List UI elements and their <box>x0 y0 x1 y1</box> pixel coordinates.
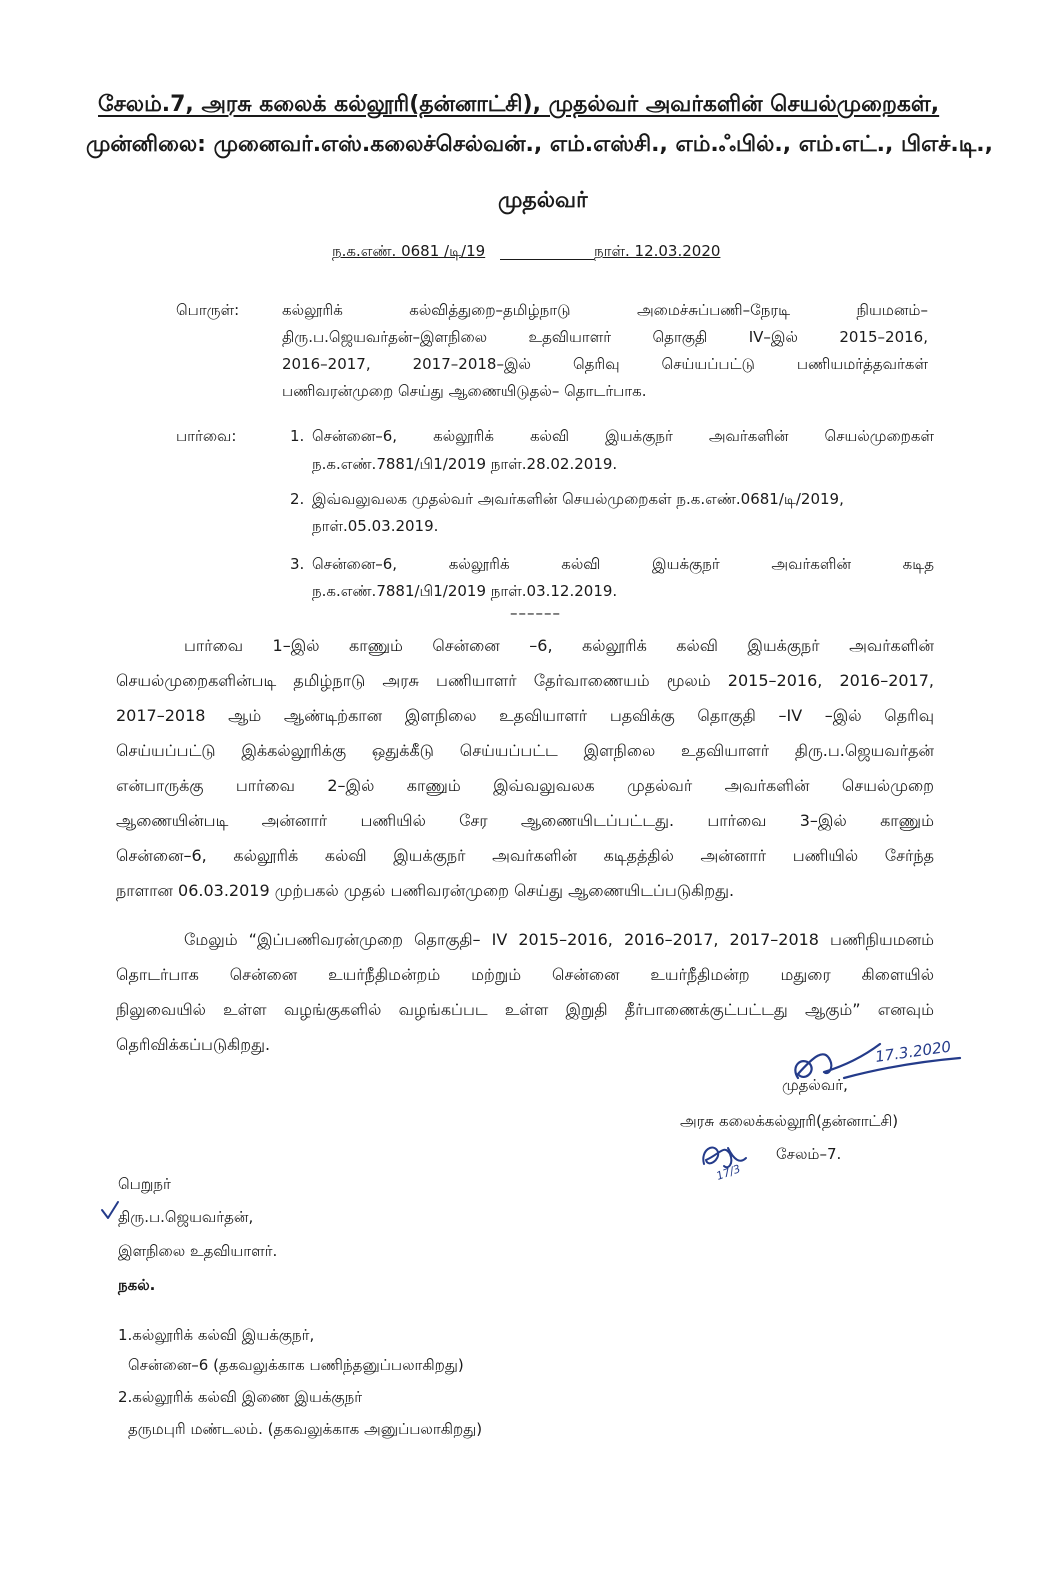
reference-item-1-num: 1. <box>290 427 305 445</box>
signature-date: 17.3.2020 <box>874 1037 953 1066</box>
reference-item-1-line-2: ந.க.எண்.7881/பி1/2019 நாள்.28.02.2019. <box>312 455 618 473</box>
reference-item-2-line-2: நாள்.05.03.2019. <box>312 517 439 535</box>
paragraph-2-line-1: மேலும் “இப்பணிவரன்முறை தொகுதி– IV 2015–2016, 2016–2017, 2017–2018 பணிநியமனம் <box>184 930 934 949</box>
paragraph-1-line-4: செய்யப்பட்டு இக்கல்லூரிக்கு ஒதுக்கீடு செய்யப்பட்ட இளநிலை உதவியாளர் திரு.ப.ஜெயவர்தன் <box>116 741 934 760</box>
copy-label: நகல். <box>118 1276 156 1294</box>
references-label: பார்வை: <box>176 427 237 445</box>
signature-designation: முதல்வர், <box>782 1076 848 1094</box>
recipient-label: பெறுநர் <box>118 1175 171 1193</box>
paragraph-1-line-3: 2017–2018 ஆம் ஆண்டிற்கான இளநிலை உதவியாளர் பதவிக்கு தொகுதி –IV –இல் தெரிவு <box>116 706 935 725</box>
paragraph-1-line-6: ஆணையின்படி அன்னார் பணியில் சேர ஆணையிடப்பட்டது. பார்வை 3–இல் காணும் <box>116 811 934 830</box>
signature-place: சேலம்–7. <box>776 1145 842 1163</box>
reference-item-2-num: 2. <box>290 490 305 508</box>
paragraph-1-line-7: சென்னை–6, கல்லூரிக் கல்வி இயக்குநர் அவர்களின் கடிதத்தில் அன்னார் பணியில் சேர்ந்த <box>116 846 934 865</box>
reference-item-3-num: 3. <box>290 555 305 573</box>
document-title: முதல்வர் <box>498 188 588 213</box>
recipient-name: திரு.ப.ஜெயவர்தன், <box>118 1208 254 1226</box>
paragraph-2-line-3: நிலுவையில் உள்ள வழங்குகளில் வழங்கப்பட உள்ள இறுதி தீர்பாணைக்குட்பட்டது ஆகும்” எனவும் <box>116 1000 934 1019</box>
paragraph-1-line-5: என்பாருக்கு பார்வை 2–இல் காணும் இவ்வலுவலக முதல்வர் அவர்களின் செயல்முறை <box>116 776 934 795</box>
paragraph-1-line-2: செயல்முறைகளின்படி தமிழ்நாடு அரசு பணியாளர் தேர்வாணையம் மூலம் 2015–2016, 2016–2017, <box>116 671 934 690</box>
reference-date: நாள். 12.03.2020 <box>594 242 721 260</box>
subject-line-1: கல்லூரிக் கல்வித்துறை–தமிழ்நாடு அமைச்சுப்பணி–நேரடி நியமனம்– <box>282 301 928 319</box>
initial-date: 17/3 <box>714 1162 743 1183</box>
subject-label: பொருள்: <box>176 301 240 319</box>
copy-item-1: 1.கல்லூரிக் கல்வி இயக்குநர், <box>118 1326 315 1344</box>
header-line-2: முன்னிலை: முனைவர்.எஸ்.கலைச்செல்வன்., எம்.எஸ்சி., எம்.ஃபில்., எம்.எட்., பிஎச்.டி., <box>86 132 994 157</box>
paragraph-2-line-2: தொடர்பாக சென்னை உயர்நீதிமன்றம் மற்றும் சென்னை உயர்நீதிமன்ற மதுரை கிளையில் <box>116 965 934 984</box>
reference-underline <box>500 259 594 260</box>
copy-item-2-detail: தருமபுரி மண்டலம். (தகவலுக்காக அனுப்பலாகிறது) <box>128 1420 483 1438</box>
header-line-1: சேலம்.7, அரசு கலைக் கல்லூரி(தன்னாட்சி), முதல்வர் அவர்களின் செயல்முறைகள், <box>98 92 940 117</box>
subject-line-2: திரு.ப.ஜெயவர்தன்–இளநிலை உதவியாளர் தொகுதி IV–இல் 2015–2016, <box>282 328 928 346</box>
paragraph-1-line-8: நாளான 06.03.2019 முற்பகல் முதல் பணிவரன்முறை செய்து ஆணையிடப்படுகிறது. <box>116 881 735 900</box>
subject-line-4: பணிவரன்முறை செய்து ஆணையிடுதல்– தொடர்பாக. <box>282 382 647 400</box>
paragraph-1-line-1: பார்வை 1–இல் காணும் சென்னை –6, கல்லூரிக் கல்வி இயக்குநர் அவர்களின் <box>184 636 934 655</box>
recipient-designation: இளநிலை உதவியாளர். <box>118 1242 278 1260</box>
paragraph-2-line-4: தெரிவிக்கப்படுகிறது. <box>116 1035 271 1054</box>
copy-item-1-detail: சென்னை–6 (தகவலுக்காக பணிந்தனுப்பலாகிறது) <box>128 1356 464 1374</box>
reference-item-2-line-1: இவ்வலுவலக முதல்வர் அவர்களின் செயல்முறைகள் ந.க.எண்.0681/டி/2019, <box>312 490 844 508</box>
signature-college: அரசு கலைக்கல்லூரி(தன்னாட்சி) <box>680 1112 899 1130</box>
reference-item-1-line-1: சென்னை–6, கல்லூரிக் கல்வி இயக்குநர் அவர்களின் செயல்முறைகள் <box>312 427 934 445</box>
references-separator: –––––– <box>510 604 561 622</box>
copy-item-2: 2.கல்லூரிக் கல்வி இணை இயக்குநர் <box>118 1388 363 1406</box>
subject-line-3: 2016–2017, 2017–2018–இல் தெரிவு செய்யப்பட்டு பணியமர்த்தவர்கள் <box>282 355 928 373</box>
reference-number: ந.க.எண். 0681 /டி/19 <box>332 242 486 260</box>
reference-item-3-line-1: சென்னை–6, கல்லூரிக் கல்வி இயக்குநர் அவர்களின் கடித <box>312 555 934 573</box>
reference-item-3-line-2: ந.க.எண்.7881/பி1/2019 நாள்.03.12.2019. <box>312 582 618 600</box>
checkmark-icon <box>100 1200 120 1222</box>
